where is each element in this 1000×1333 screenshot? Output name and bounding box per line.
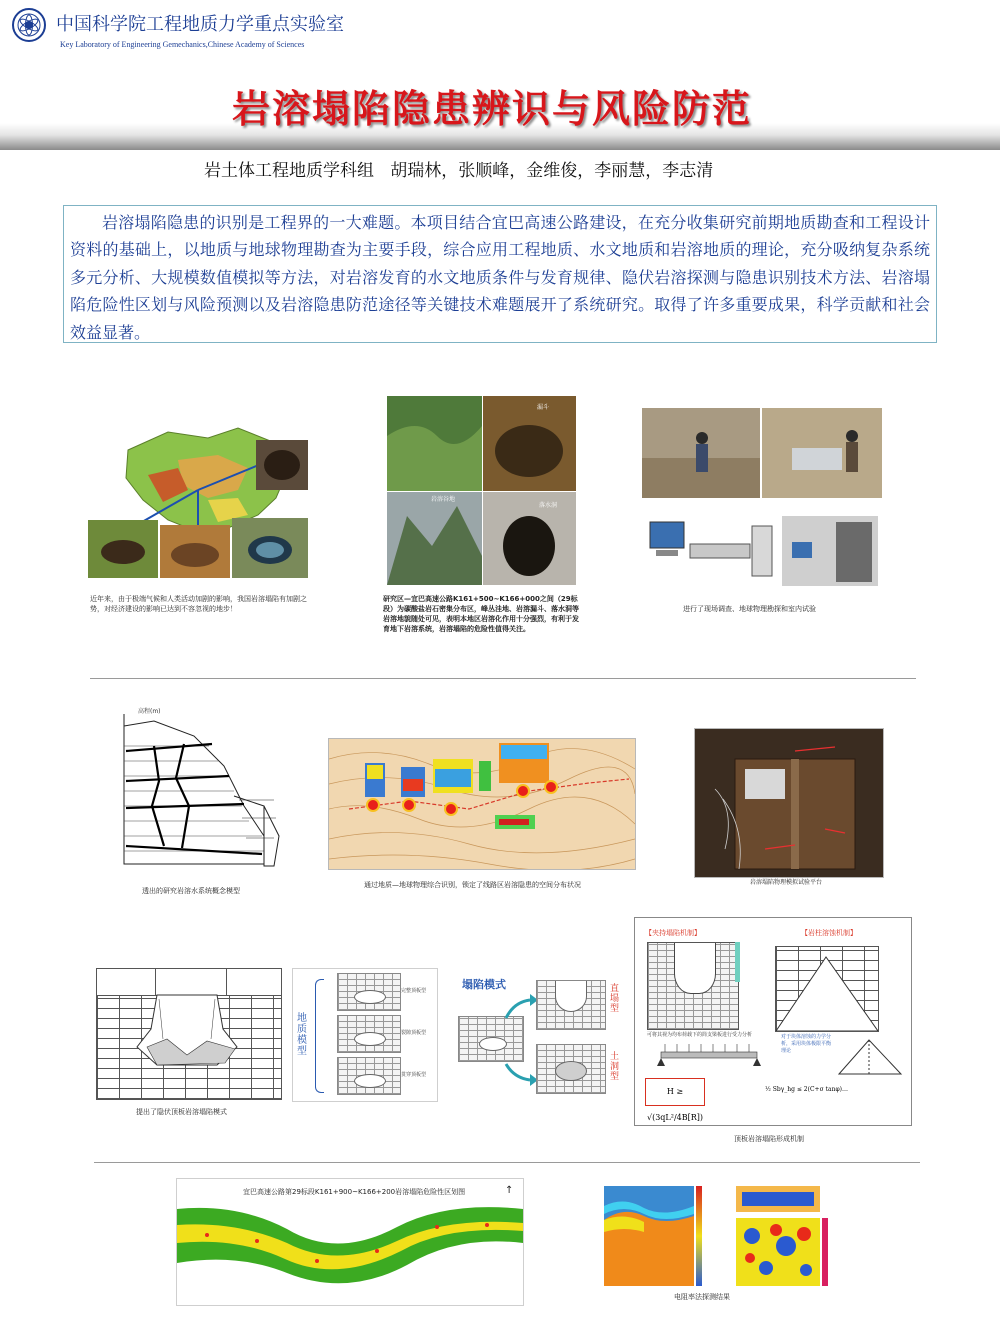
china-karst-map (88, 420, 308, 578)
model-fractured-roof (337, 1015, 401, 1053)
model-penetrated-roof (337, 1057, 401, 1095)
abstract-box (63, 205, 937, 343)
photo-label-funnel: 漏斗 (537, 404, 550, 411)
triangle-force-diagram (835, 1036, 905, 1078)
row2-caption-1: 透出的研究岩溶水系统概念模型 (142, 887, 240, 895)
resistivity-result-left (604, 1186, 702, 1286)
lab-test-photos (646, 516, 878, 586)
block-analysis-note: 对于块体溶蚀的力学分析，采用块体极限平衡理论 (781, 1034, 832, 1054)
geo-model-label: 地质模型 (297, 1013, 307, 1057)
row1-caption-3: 进行了现场调查、地球物理勘探和室内试验 (683, 605, 816, 613)
mechanism-note: 可将其视为均布荷载下的简支梁板进行受力分析 (647, 1032, 753, 1038)
collapse-soilcave-type (536, 1044, 606, 1094)
row3-caption-1: 提出了隐伏顶板岩溶塌陷模式 (136, 1108, 227, 1116)
model-intact-label: 完整顶板型 (401, 988, 427, 994)
org-name-cn: 中国科学院工程地质力学重点实验室 (56, 14, 344, 35)
cas-logo (12, 8, 46, 42)
org-name-en: Key Laboratory of Engineering Gemechanics,Chinese Academy of Sciences (60, 40, 305, 49)
collapse-direct-type (536, 980, 606, 1030)
karst-water-model (114, 706, 294, 871)
clamp-accent-bar (735, 942, 740, 982)
row3-caption-2: 顶板岩溶塌陷形成机制 (734, 1135, 804, 1143)
model-intact-roof (337, 973, 401, 1011)
model-fractured-label: 裂隙顶板型 (401, 1030, 427, 1036)
pillar-mechanism-diagram (775, 946, 879, 1032)
poster-title: 岩溶塌陷隐患辨识与风险防范 (232, 87, 753, 131)
soilcave-type-label: 土洞型 (610, 1052, 620, 1082)
row2-caption-2: 通过地质—地球物理综合识别，锁定了线路区岩溶隐患的空间分布状况 (364, 881, 581, 889)
collapse-mode-label: 塌陷模式 (462, 978, 506, 991)
model-penetrated-label: 贯穿顶板型 (401, 1072, 427, 1078)
mechanism-title-pillar: 【岩柱溶蚀机制】 (801, 929, 857, 937)
clamp-mechanism-diagram (647, 942, 739, 1030)
divider-1 (90, 678, 916, 679)
abstract-text: 岩溶塌陷隐患的识别是工程界的一大难题。本项目结合宜巴高速公路建设，在充分收集研究前期地质勘查和工程设计资料的基础上，以地质与地球物理勘查为主要手段，综合应用工程地质、水文地质和岩溶地质的理论，充分吸纳复杂系统多元分析、大规模数值模拟等方法，对岩溶发育的水文地质条件与发育规律、隐伏岩溶探测与隐患识别技术方法、岩溶塌陷危险性区划与风险预测以及岩溶隐患防范途径等关键技术难题展开了系统研究。取得了许多重要成果，科学贡献和社会效益显著。 (70, 213, 930, 342)
authors-line: 岩土体工程地质学科组 胡瑞林，张顺峰，金维俊，李丽慧，李志清 (204, 161, 714, 181)
equilibrium-formula: ½ Sbγ_hg ≤ 2(C+σ tanφ)… (765, 1086, 848, 1093)
hazard-zoning-map (176, 1178, 524, 1306)
mechanism-title-clamp: 【夹持塌陷机制】 (645, 929, 701, 937)
geophysics-route-map (328, 738, 636, 870)
photo-label-valley: 岩溶谷地 (431, 496, 456, 503)
geo-model-brace (315, 979, 324, 1093)
direct-type-label: 直塌型 (610, 984, 620, 1014)
row1-caption-1: 近年来，由于极端气候和人类活动加剧的影响，我国岩溶塌陷有加剧之势，对经济建设的影响已达到不容忽视的地步！ (90, 595, 307, 613)
elevation-axis-label: 高程(m) (138, 708, 161, 715)
beam-diagram (657, 1042, 761, 1072)
row4-caption: 电阻率法探测结果 (674, 1293, 730, 1301)
row2-caption-3: 岩溶塌陷物理模拟试验平台 (750, 879, 823, 886)
north-arrow-icon: ↑ (505, 1185, 514, 1196)
photo-label-sinkhole: 落水洞 (539, 502, 558, 509)
zoning-map-title: 宜巴高速公路第29标段K161+900~K166+200岩溶塌陷危险性区划图 (243, 1188, 466, 1196)
roof-collapse-mechanism (634, 917, 912, 1126)
collapse-mode-panel (454, 972, 624, 1098)
roof-collapse-model (96, 968, 282, 1100)
geological-model-panel (292, 968, 438, 1102)
physical-model-platform (694, 728, 884, 878)
field-survey-photos (642, 408, 882, 498)
karst-landform-photos (387, 396, 576, 585)
row1-caption-2: 研究区—宜巴高速公路K161+500~K166+000之间（29标段）为碳酸盐岩石密集分布区，峰丛洼地、岩溶漏斗、落水洞等岩溶地貌随处可见，表明本地区岩溶化作用十分强烈，有利于发育地下岩溶系统，岩溶塌陷的危险性值得关注。 (383, 595, 579, 633)
safety-formula-box: H ≥ √(3qL²/4B[R]) (645, 1078, 705, 1106)
resistivity-result-right (736, 1186, 828, 1286)
divider-2 (94, 1162, 920, 1163)
